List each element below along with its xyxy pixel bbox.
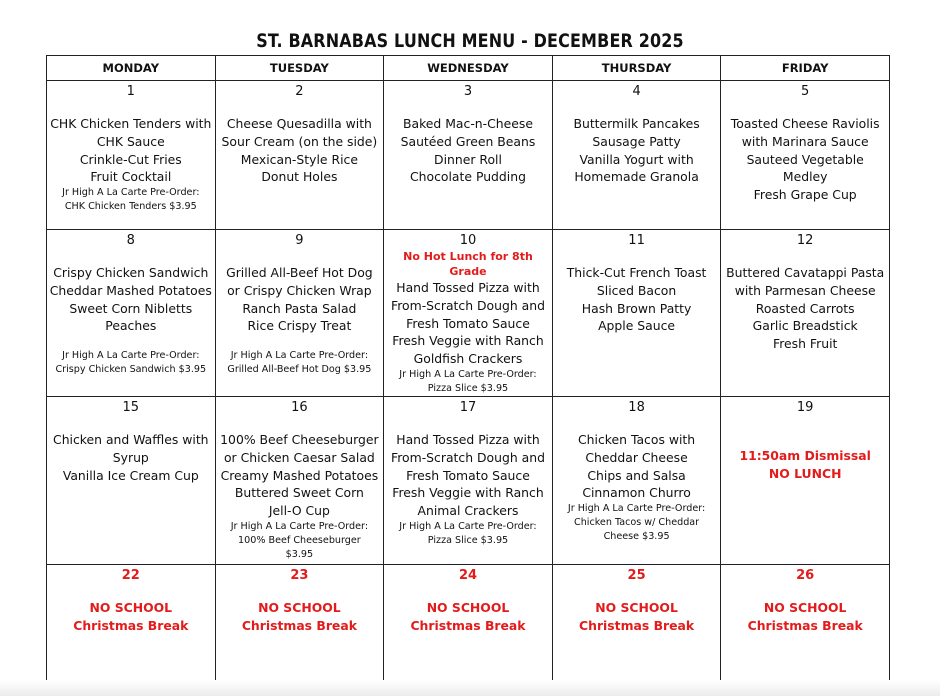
menu-item: Medley xyxy=(782,169,828,185)
menu-item: Toasted Cheese Raviolis xyxy=(730,116,880,131)
menu-item: Thick-Cut French Toast xyxy=(566,265,707,280)
day-header-monday: MONDAY xyxy=(47,56,216,81)
notice-line: NO SCHOOL xyxy=(426,599,510,615)
menu-item: Peaches xyxy=(105,318,157,334)
date-number: 2 xyxy=(295,84,304,99)
menu-item: Buttered Sweet Corn xyxy=(234,485,364,501)
notice-line: NO SCHOOL xyxy=(258,599,341,615)
notice-line: Christmas Break xyxy=(241,617,357,633)
date-number: 23 xyxy=(290,567,309,583)
menu-item: Syrup xyxy=(112,449,149,465)
no-lunch-warning: No Hot Lunch for 8th Grade xyxy=(403,250,533,278)
day-cell xyxy=(552,396,721,564)
day-header-wednesday: WEDNESDAY xyxy=(384,56,553,81)
menu-items xyxy=(220,431,378,520)
date-number: 15 xyxy=(122,399,140,415)
menu-item: Apple Sauce xyxy=(598,318,676,334)
pre-order-note xyxy=(399,368,536,396)
menu-items xyxy=(726,264,884,353)
date-number: 8 xyxy=(126,233,135,248)
menu-item: Chicken and Waffles with xyxy=(53,431,209,447)
menu-item: Cheese Quesadilla with xyxy=(226,116,372,131)
date-number: 22 xyxy=(121,567,140,583)
week-row-1 xyxy=(47,81,890,230)
day-cell xyxy=(384,230,553,397)
day-cell xyxy=(721,396,890,564)
menu-items xyxy=(226,264,373,335)
date-number: 16 xyxy=(291,399,308,415)
menu-item: Chocolate Pudding xyxy=(410,169,526,185)
pre-order-note xyxy=(231,520,368,562)
menu-items xyxy=(222,115,378,186)
menu-item: Hand Tossed Pizza with xyxy=(396,431,540,447)
menu-item: Sour Cream (on the side) xyxy=(221,133,378,149)
menu-item: Creamy Mashed Potatoes xyxy=(220,467,379,483)
menu-item: Homemade Granola xyxy=(574,169,699,185)
menu-item: Hand Tossed Pizza with xyxy=(396,280,540,295)
menu-items xyxy=(391,431,545,520)
menu-item: Sweet Corn Nibletts xyxy=(69,300,193,316)
pre-order-line: Cheese $3.95 xyxy=(603,531,670,543)
menu-item: CHK Chicken Tenders with xyxy=(50,116,212,131)
no-school-notice xyxy=(242,599,357,635)
alert-line: 11:50am Dismissal xyxy=(739,447,871,463)
menu-item: Rice Crispy Treat xyxy=(247,318,352,334)
week-row-4 xyxy=(47,564,890,693)
menu-item: Fresh Veggie with Ranch xyxy=(392,485,544,501)
date-number: 9 xyxy=(295,233,304,248)
menu-item: with Parmesan Cheese xyxy=(734,282,876,298)
no-school-notice xyxy=(73,599,188,635)
day-cell xyxy=(215,230,384,397)
menu-item: or Chicken Caesar Salad xyxy=(223,449,375,465)
date-number: 26 xyxy=(796,567,815,583)
pre-order-line: $3.95 xyxy=(285,548,314,560)
notice-line: NO SCHOOL xyxy=(595,599,678,615)
date-number: 24 xyxy=(458,567,478,583)
day-cell xyxy=(215,81,384,230)
menu-item: Buttered Cavatappi Pasta xyxy=(726,265,885,280)
menu-calendar xyxy=(46,55,890,694)
menu-item: Baked Mac-n-Cheese xyxy=(402,116,533,131)
day-header-tuesday: TUESDAY xyxy=(215,56,384,81)
menu-item: Sausage Patty xyxy=(592,133,681,149)
day-cell xyxy=(384,564,553,693)
menu-item: Fresh Tomato Sauce xyxy=(406,467,530,483)
menu-item: or Crispy Chicken Wrap xyxy=(227,282,372,298)
day-cell xyxy=(215,564,384,693)
date-number: 17 xyxy=(459,399,477,415)
menu-items xyxy=(53,431,209,484)
day-cell xyxy=(215,396,384,564)
no-school-notice xyxy=(410,599,525,635)
date-number: 5 xyxy=(801,84,810,99)
menu-item: Sliced Bacon xyxy=(596,282,677,298)
pre-order-note xyxy=(227,349,371,377)
date-number: 3 xyxy=(463,84,473,99)
week-row-2 xyxy=(47,230,890,397)
menu-item: 100% Beef Cheeseburger xyxy=(220,431,379,447)
day-cell xyxy=(552,230,721,397)
menu-item: Vanilla Yogurt with xyxy=(579,151,694,167)
date-number: 1 xyxy=(126,84,135,99)
menu-item: Grilled All-Beef Hot Dog xyxy=(226,265,373,280)
day-cell xyxy=(721,230,890,397)
notice-line: Christmas Break xyxy=(73,617,189,633)
pre-order-line: Pizza Slice $3.95 xyxy=(427,382,509,394)
menu-item: Hash Brown Patty xyxy=(581,300,692,316)
day-cell xyxy=(552,564,721,693)
pre-order-line: Grilled All-Beef Hot Dog $3.95 xyxy=(227,364,372,376)
week-row-3 xyxy=(47,396,890,564)
notice-line: Christmas Break xyxy=(579,617,695,633)
date-number: 10 xyxy=(459,233,477,248)
no-school-notice xyxy=(579,599,694,635)
menu-item: Cheddar Mashed Potatoes xyxy=(49,282,212,298)
date-number: 19 xyxy=(796,399,814,415)
menu-item: Fruit Cocktail xyxy=(90,169,172,185)
menu-item: Garlic Breadstick xyxy=(752,318,858,334)
no-school-notice xyxy=(748,599,863,635)
date-number: 25 xyxy=(627,567,646,583)
pre-order-line: Crispy Chicken Sandwich $3.95 xyxy=(55,364,207,376)
menu-item: Fresh Grape Cup xyxy=(753,187,857,203)
pre-order-line: Jr High A La Carte Pre-Order: xyxy=(62,187,200,199)
pre-order-line: Jr High A La Carte Pre-Order: xyxy=(567,503,706,515)
page-edge-shadow xyxy=(0,680,940,696)
menu-items xyxy=(50,264,212,335)
pre-order-line: CHK Chicken Tenders $3.95 xyxy=(64,201,197,213)
pre-order-note xyxy=(568,502,705,544)
menu-items xyxy=(50,115,211,186)
menu-item: Fresh Fruit xyxy=(772,336,838,352)
weekday-header-row xyxy=(47,56,890,81)
menu-items xyxy=(578,431,695,502)
menu-item: Sautéed Green Beans xyxy=(400,133,536,149)
menu-item: CHK Sauce xyxy=(96,133,165,149)
day-cell xyxy=(721,81,890,230)
menu-item: From-Scratch Dough and xyxy=(391,449,545,465)
menu-item: Crinkle-Cut Fries xyxy=(79,151,182,167)
menu-item: Animal Crackers xyxy=(417,503,519,519)
menu-items xyxy=(391,279,545,368)
notice-line: NO SCHOOL xyxy=(763,599,847,615)
day-cell xyxy=(721,564,890,693)
menu-item: Mexican-Style Rice xyxy=(240,151,358,167)
date-number: 18 xyxy=(628,399,645,415)
menu-item: Cheddar Cheese xyxy=(585,449,688,465)
menu-item: Chicken Tacos with xyxy=(578,431,696,447)
dismissal-alert xyxy=(739,447,870,483)
menu-item: Roasted Carrots xyxy=(755,300,855,316)
menu-item: Jell-O Cup xyxy=(268,503,330,519)
menu-item: Chips and Salsa xyxy=(587,467,686,483)
date-number: 11 xyxy=(628,233,645,248)
pre-order-line: Chicken Tacos w/ Cheddar xyxy=(574,517,700,529)
menu-item: Buttermilk Pancakes xyxy=(573,116,700,131)
day-cell xyxy=(47,396,216,564)
pre-order-line: Jr High A La Carte Pre-Order: xyxy=(62,350,200,362)
menu-items xyxy=(401,115,536,186)
pre-order-line: Pizza Slice $3.95 xyxy=(427,534,509,546)
pre-order-line: Jr High A La Carte Pre-Order: xyxy=(399,368,537,380)
pre-order-line: Jr High A La Carte Pre-Order: xyxy=(230,350,369,362)
menu-item: From-Scratch Dough and xyxy=(391,297,545,313)
pre-order-line: Jr High A La Carte Pre-Order: xyxy=(399,520,537,532)
page-title: ST. BARNABAS LUNCH MENU - DECEMBER 2025 xyxy=(256,30,684,52)
notice-line: Christmas Break xyxy=(410,617,526,633)
pre-order-line: Jr High A La Carte Pre-Order: xyxy=(230,520,369,532)
menu-item: Fresh Tomato Sauce xyxy=(406,315,530,331)
menu-item: Dinner Roll xyxy=(434,151,502,167)
day-cell xyxy=(552,81,721,230)
pre-order-note xyxy=(399,520,536,548)
menu-items xyxy=(731,115,880,204)
menu-item: Vanilla Ice Cream Cup xyxy=(62,467,199,483)
menu-item: Goldfish Crackers xyxy=(413,351,523,367)
alert-line: NO LUNCH xyxy=(768,465,842,481)
pre-order-note xyxy=(55,349,206,377)
menu-item: Cinnamon Churro xyxy=(582,485,691,501)
menu-item: Sauteed Vegetable xyxy=(746,151,864,167)
pre-order-note xyxy=(62,186,199,214)
menu-items xyxy=(567,264,707,335)
menu-item: Fresh Veggie with Ranch xyxy=(392,333,544,349)
menu-items xyxy=(573,115,699,186)
pre-order-line: 100% Beef Cheeseburger xyxy=(238,534,361,546)
day-cell xyxy=(384,396,553,564)
date-number: 4 xyxy=(632,84,641,99)
day-cell xyxy=(47,81,216,230)
menu-item: with Marinara Sauce xyxy=(741,133,869,149)
day-cell xyxy=(47,564,216,693)
day-cell xyxy=(47,230,216,397)
notice-line: Christmas Break xyxy=(747,617,863,633)
date-number: 12 xyxy=(796,233,814,248)
notice-line: NO SCHOOL xyxy=(89,599,173,615)
menu-item: Crispy Chicken Sandwich xyxy=(53,265,209,280)
day-cell xyxy=(384,81,553,230)
menu-item: Donut Holes xyxy=(261,169,338,185)
menu-item: Ranch Pasta Salad xyxy=(242,300,357,316)
day-header-thursday: THURSDAY xyxy=(552,56,721,81)
day-header-friday: FRIDAY xyxy=(721,56,890,81)
